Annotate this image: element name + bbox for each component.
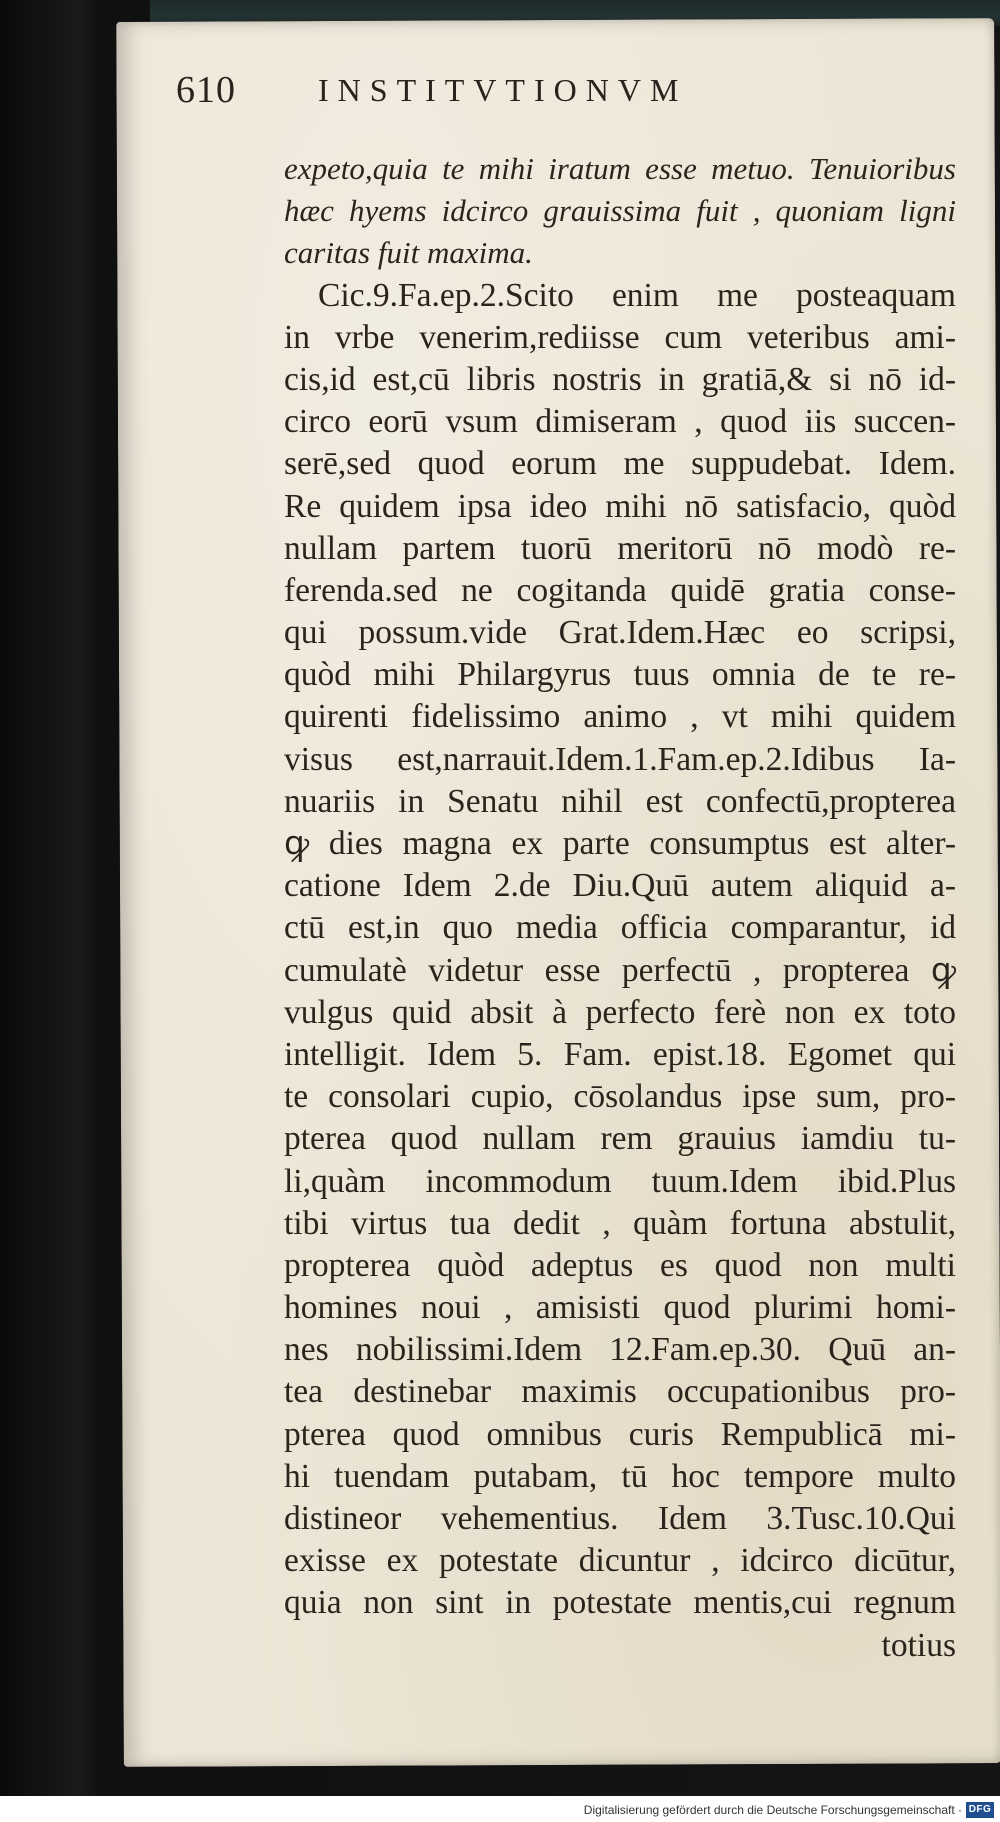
dfg-logo: DFG: [966, 1802, 994, 1818]
text-line: tibi virtus tua dedit , quàm fortuna abstulit,: [284, 1204, 956, 1242]
text-line: vulgus quid absit à perfecto ferè non ex toto: [284, 993, 956, 1031]
text-line: quòd mihi Philargyrus tuus omnia de te re-: [284, 656, 956, 694]
text-line: nes nobilissimi.Idem 12.Fam.ep.30. Quū an-: [284, 1331, 956, 1369]
text-line: hæc hyems idcirco grauissima fuit , quoniam ligni: [284, 193, 956, 229]
text-line: intelligit. Idem 5. Fam. epist.18. Egomet qui: [284, 1035, 956, 1073]
text-line: cumulatè videtur esse perfectū , propterea ꝙ: [284, 951, 956, 989]
text-line: ctū est,in quo media officia comparantur, id: [284, 909, 956, 947]
catchword: totius: [881, 1626, 956, 1664]
text-line: distineor vehementius. Idem 3.Tusc.10.Qui: [284, 1500, 956, 1537]
text-line: tea destinebar maximis occupationibus pro-: [284, 1373, 956, 1411]
text-line: exisse ex potestate dicuntur , idcirco dicūtur,: [284, 1542, 956, 1580]
text-line: ferenda.sed ne cogitanda quidē gratia conse-: [284, 571, 956, 609]
text-line: propterea quòd adeptus es quod non multi: [284, 1246, 956, 1284]
text-line: Re quidem ipsa ideo mihi nō satisfacio, quòd: [284, 487, 956, 525]
text-line: quia non sint in potestate mentis,cui regnum: [284, 1584, 956, 1622]
text-line: expeto,quia te mihi iratum esse metuo. Tenuioribus: [284, 151, 956, 186]
text-line: Cic.9.Fa.ep.2.Scito enim me posteaquam: [318, 276, 956, 314]
text-line: cis,id est,cū libris nostris in gratiā,& si nō id-: [284, 360, 956, 398]
text-line: homines noui , amisisti quod plurimi homi-: [284, 1289, 956, 1327]
text-line: qui possum.vide Grat.Idem.Hæc eo scripsi,: [284, 614, 956, 652]
text-line: circo eorū vsum dimiseram , quod iis succen-: [284, 403, 956, 441]
text-line: nuariis in Senatu nihil est confectū,propterea: [284, 782, 956, 820]
text-line: in vrbe venerim,rediisse cum veteribus ami-: [284, 318, 956, 356]
running-head: INSTITVTIONVM: [318, 72, 688, 108]
text-line: serē,sed quod eorum me suppudebat. Idem.: [284, 445, 956, 483]
text-line: caritas fuit maxima.: [284, 235, 533, 271]
text-line: pterea quod omnibus curis Rempublicā mi-: [284, 1415, 956, 1453]
digitization-note: Digitalisierung gefördert durch die Deutsche Forschungsgemeinschaft ·: [583, 1803, 962, 1817]
text-line: li,quàm incommodum tuum.Idem ibid.Plus: [284, 1162, 956, 1200]
body-text: [284, 148, 956, 1667]
text-line: visus est,narrauit.Idem.1.Fam.ep.2.Idibus Ia-: [284, 740, 956, 778]
page-number: 610: [176, 69, 236, 111]
text-line: pterea quod nullam rem grauius iamdiu tu-: [284, 1120, 956, 1158]
text-line: te consolari cupio, cōsolandus ipse sum, pro-: [284, 1078, 956, 1116]
text-line: ꝙ dies magna ex parte consumptus est alter-: [284, 825, 956, 862]
text-line: catione Idem 2.de Diu.Quū autem aliquid a-: [284, 867, 956, 905]
text-line: quirenti fidelissimo animo , vt mihi quidem: [284, 698, 956, 736]
page-header: [176, 62, 856, 112]
text-line: hi tuendam putabam, tū hoc tempore multo: [284, 1457, 956, 1495]
text-line: nullam partem tuorū meritorū nō modò re-: [284, 529, 956, 567]
digitization-footer: [0, 1796, 1000, 1822]
